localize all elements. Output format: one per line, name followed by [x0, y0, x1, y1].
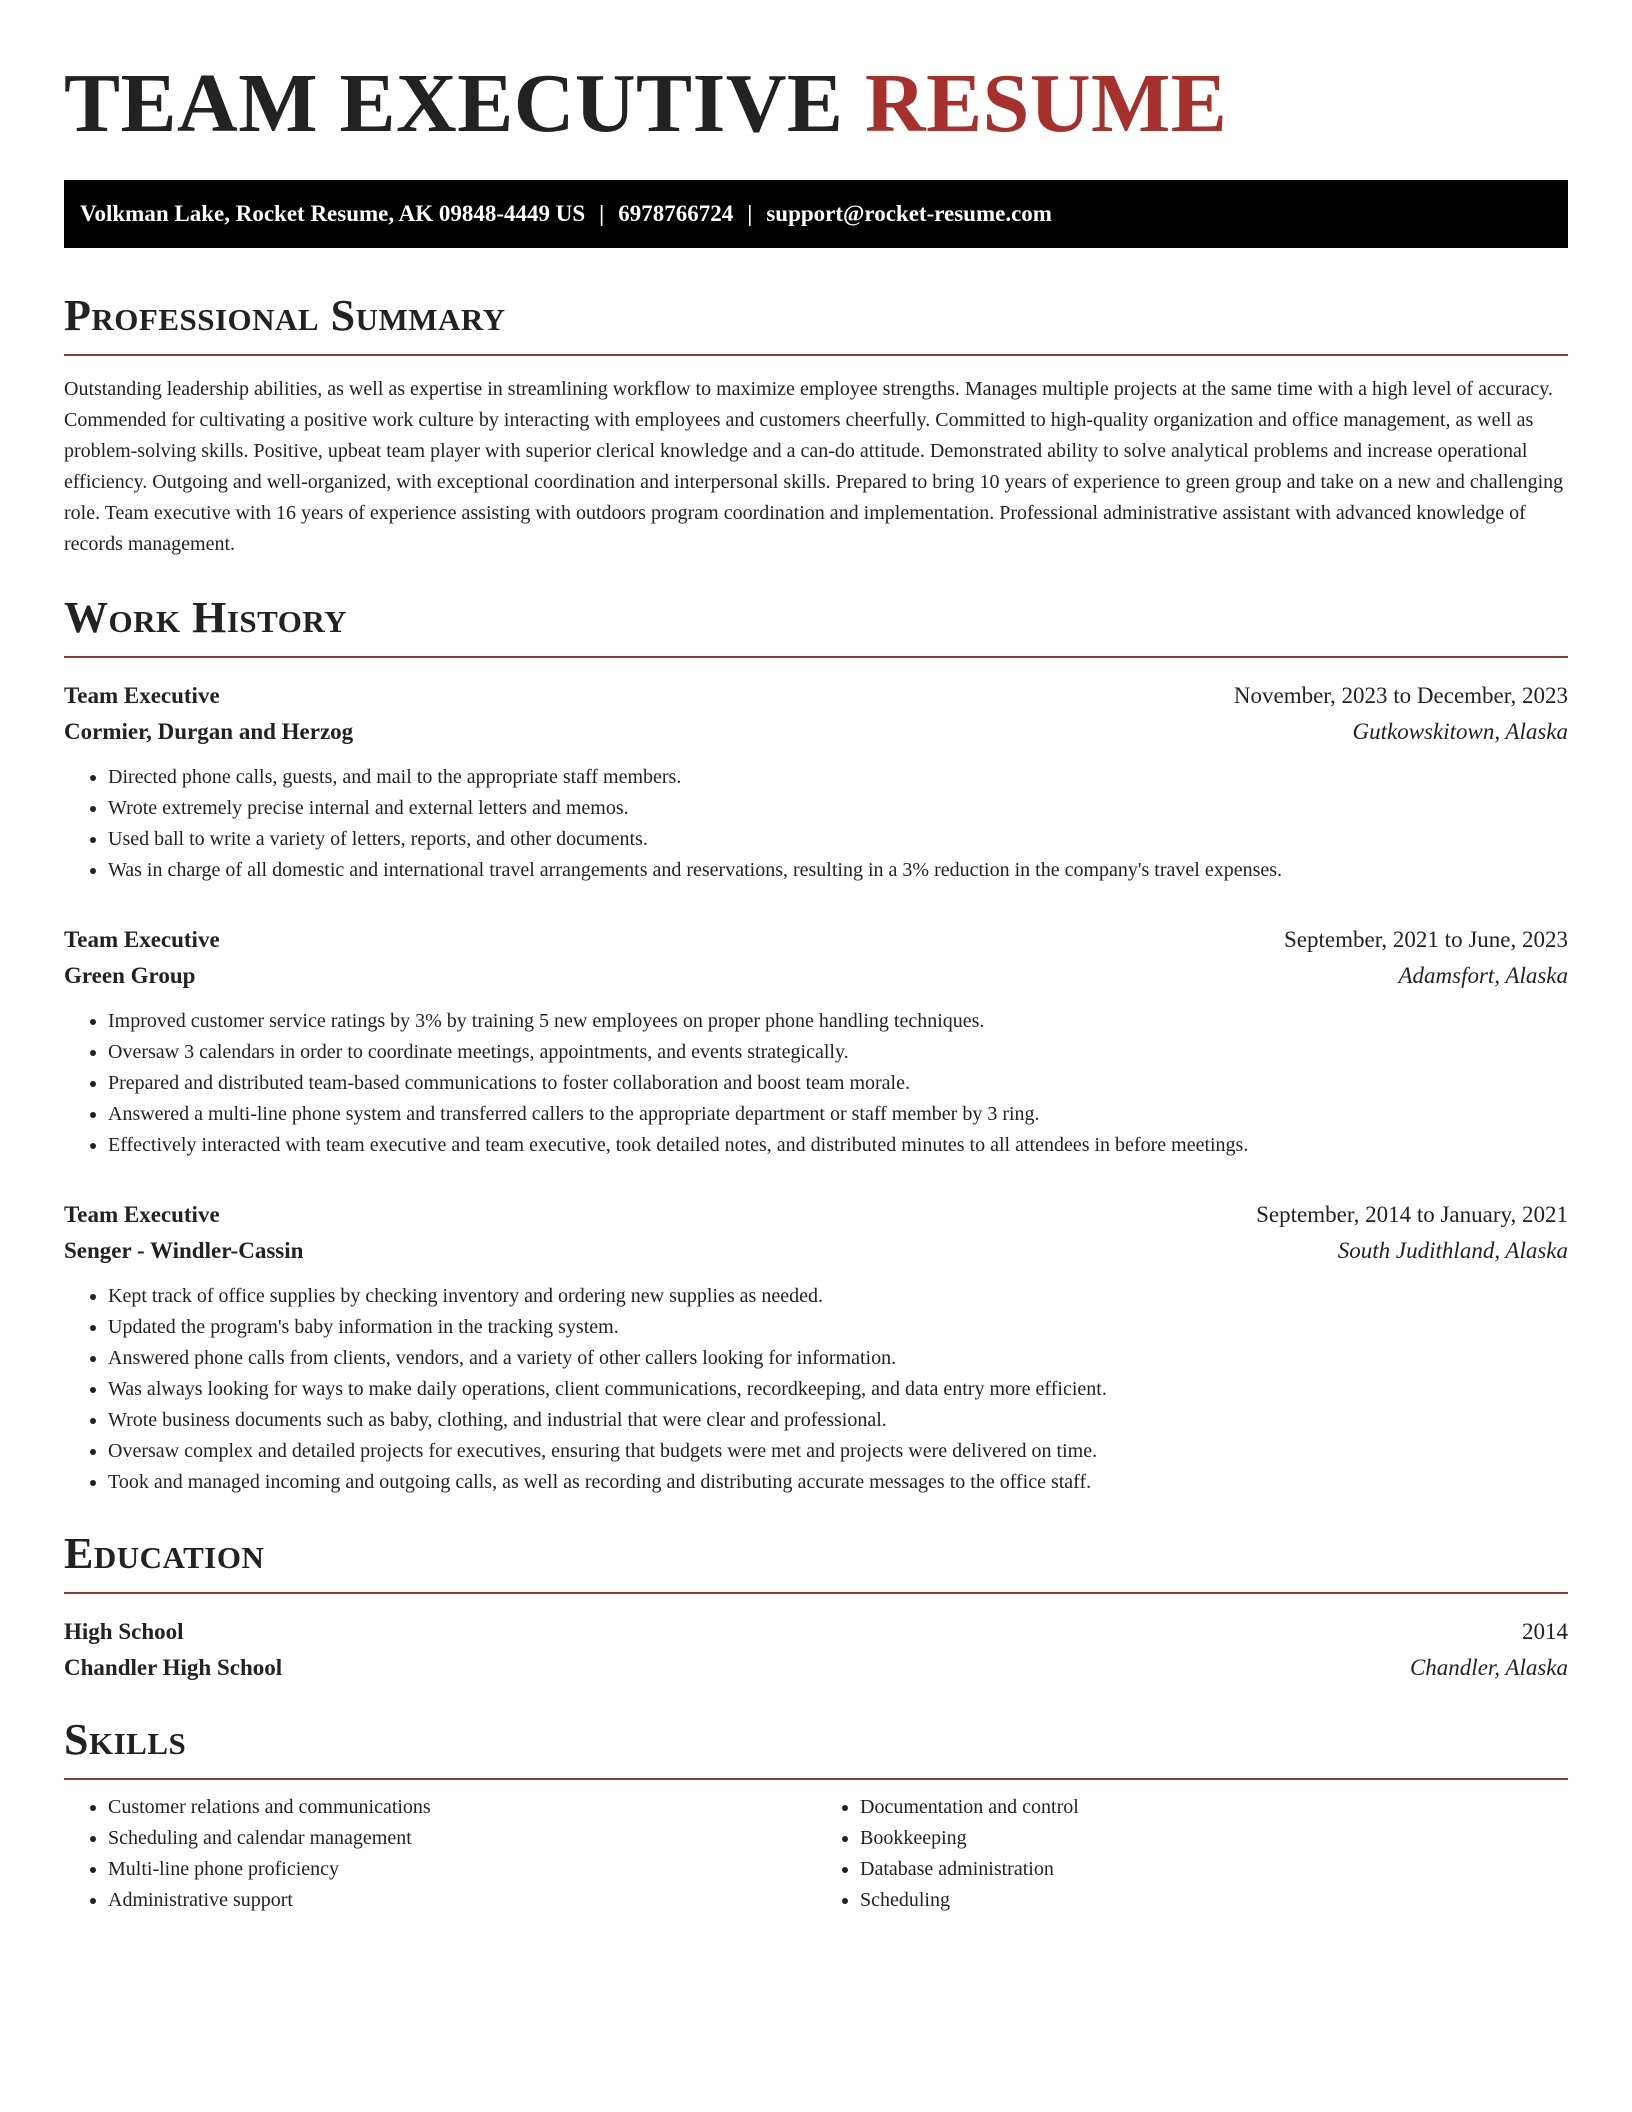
contact-separator: |	[747, 201, 753, 226]
skills-list-left	[64, 1792, 816, 1916]
job-duty-item: • Kept track of office supplies by checking inventory and ordering new supplies as needed.	[108, 1281, 1568, 1312]
skill-item: • Customer relations and communications	[108, 1792, 816, 1823]
skill-item: • Database administration	[860, 1854, 1568, 1885]
work-history-heading: Work History	[64, 593, 348, 642]
education-school: Chandler High School	[64, 1655, 283, 1680]
skill-item: • Administrative support	[108, 1885, 816, 1916]
job-location: Adamsfort, Alaska	[1398, 963, 1568, 988]
job-duty-item: • Oversaw 3 calendars in order to coordinate meetings, appointments, and events strategically.	[108, 1037, 1568, 1068]
job-title: Team Executive	[64, 683, 220, 708]
job-company: Cormier, Durgan and Herzog	[64, 719, 354, 744]
skills-columns	[64, 1792, 1568, 1916]
job-duty-item: • Directed phone calls, guests, and mail to the appropriate staff members.	[108, 762, 1568, 793]
summary-section	[64, 290, 1568, 560]
job-duties-list	[64, 762, 1568, 886]
job-location: Gutkowskitown, Alaska	[1352, 719, 1568, 744]
job-entry	[64, 678, 1568, 886]
job-title: Team Executive	[64, 927, 220, 952]
job-duty-item: • Prepared and distributed team-based communications to foster collaboration and boost team morale.	[108, 1068, 1568, 1099]
job-entry	[64, 1197, 1568, 1498]
job-entry	[64, 922, 1568, 1161]
job-dates: September, 2014 to January, 2021	[1256, 1202, 1568, 1227]
section-divider	[64, 1778, 1568, 1780]
education-location: Chandler, Alaska	[1409, 1655, 1568, 1680]
job-location: South Judithland, Alaska	[1337, 1238, 1568, 1263]
job-duty-item: • Improved customer service ratings by 3% by training 5 new employees on proper phone handling techniques.	[108, 1006, 1568, 1037]
summary-text: Outstanding leadership abilities, as well as expertise in streamlining workflow to maximize employee strengths. Manages multiple projects at the same time with a high level of accuracy. Commended for cultivating a positive work culture by interacting with employees and customers cheerfully. Committed to high-quality organization and office management, as well as problem-solving skills. Positive, upbeat team player with superior clerical knowledge and a can-do attitude. Demonstrated ability to solve analytical problems and increase operational efficiency. Outgoing and well-organized, with exceptional coordination and interpersonal skills. Prepared to bring 10 years of experience to green group and take on a new and challenging role. Team executive with 16 years of experience assisting with outdoors program coordination and implementation. Professional administrative assistant with advanced knowledge of records management.	[64, 378, 1564, 555]
job-duty-item: • Answered phone calls from clients, vendors, and a variety of other callers looking for information.	[108, 1343, 1568, 1374]
education-year: 2014	[1522, 1619, 1568, 1644]
job-company: Senger - Windler-Cassin	[64, 1238, 304, 1263]
skills-section	[64, 1714, 1568, 1916]
skills-heading: Skills	[64, 1715, 187, 1764]
job-duty-item: • Oversaw complex and detailed projects for executives, ensuring that budgets were met and projects were delivered on time.	[108, 1436, 1568, 1467]
job-dates: November, 2023 to December, 2023	[1233, 683, 1568, 708]
contact-phone: 6978766724	[618, 201, 734, 226]
education-section	[64, 1528, 1568, 1686]
education-degree: High School	[64, 1619, 184, 1644]
summary-heading: Professional Summary	[64, 291, 506, 340]
skill-item: • Scheduling	[860, 1885, 1568, 1916]
education-entry	[64, 1614, 1568, 1686]
job-title: Team Executive	[64, 1202, 220, 1227]
job-duty-item: • Used ball to write a variety of letters, reports, and other documents.	[108, 824, 1568, 855]
work-history-section	[64, 592, 1568, 1498]
education-heading: Education	[64, 1529, 265, 1578]
resume-title	[64, 56, 1568, 152]
job-duties-list	[64, 1006, 1568, 1161]
title-main: TEAM EXECUTIVE	[64, 57, 844, 150]
job-duty-item: • Updated the program's baby information in the tracking system.	[108, 1312, 1568, 1343]
job-dates: September, 2021 to June, 2023	[1284, 927, 1568, 952]
job-duty-item: • Answered a multi-line phone system and transferred callers to the appropriate department or staff member by 3 ring.	[108, 1099, 1568, 1130]
job-duty-item: • Wrote business documents such as baby, clothing, and industrial that were clear and professional.	[108, 1405, 1568, 1436]
skill-item: • Documentation and control	[860, 1792, 1568, 1823]
section-divider	[64, 1592, 1568, 1594]
job-duty-item: • Effectively interacted with team executive and team executive, took detailed notes, and distributed minutes to all attendees in before meetings.	[108, 1130, 1568, 1161]
skill-item: • Bookkeeping	[860, 1823, 1568, 1854]
skill-item: • Multi-line phone proficiency	[108, 1854, 816, 1885]
section-divider	[64, 656, 1568, 658]
contact-address: Volkman Lake, Rocket Resume, AK 09848-4449 US	[80, 201, 586, 226]
contact-bar	[64, 180, 1568, 248]
skills-list-right	[816, 1792, 1568, 1916]
job-duties-list	[64, 1281, 1568, 1498]
job-duty-item: • Was always looking for ways to make daily operations, client communications, recordkeeping, and data entry more efficient.	[108, 1374, 1568, 1405]
job-duty-item: • Was in charge of all domestic and international travel arrangements and reservations, resulting in a 3% reduction in the company's travel expenses.	[108, 855, 1568, 886]
title-accent: RESUME	[864, 57, 1228, 150]
job-duty-item: • Wrote extremely precise internal and external letters and memos.	[108, 793, 1568, 824]
contact-separator: |	[599, 201, 605, 226]
contact-email: support@rocket-resume.com	[766, 201, 1052, 226]
section-divider	[64, 354, 1568, 356]
skill-item: • Scheduling and calendar management	[108, 1823, 816, 1854]
job-duty-item: • Took and managed incoming and outgoing calls, as well as recording and distributing accurate messages to the office staff.	[108, 1467, 1568, 1498]
job-company: Green Group	[64, 963, 196, 988]
